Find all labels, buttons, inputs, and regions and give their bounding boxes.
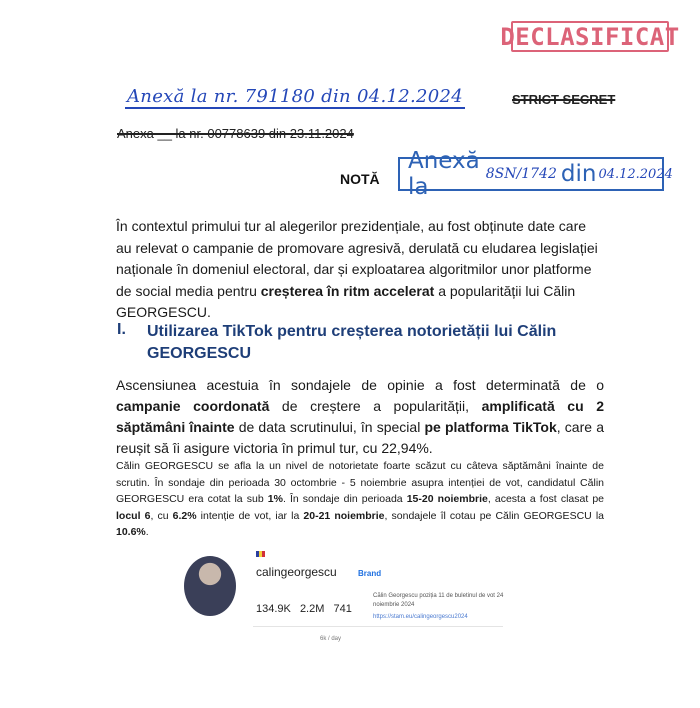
flag-stripe [262, 551, 265, 557]
page-title: NOTĂ [340, 171, 380, 187]
p2-bold: pe platforma TikTok [424, 419, 557, 435]
annex-box-din: din [560, 161, 597, 187]
p3-bold: 1% [267, 493, 283, 505]
profile-link: https://stam.eu/calingeorgescu2024 [373, 614, 468, 620]
stat-likes: 741 [333, 603, 352, 615]
p3-bold: locul 6 [116, 509, 151, 522]
p3-bold: 15-20 noiembrie [406, 493, 488, 505]
p3-text: Călin GEORGESCU se afla la un nivel de notorietate foarte scăzut cu câteva săptămâni înainte de scrutin. În sondaje din perioada 30 octombrie - 5 noiembrie asupra intenției de vot, candidatul Călin GEORGESCU era cotat la sub [116, 460, 604, 505]
p3-text: , cu [150, 509, 173, 522]
stat-followers: 2.2M [299, 603, 325, 615]
declasificat-stamp: DECLASIFICAT [500, 22, 680, 51]
profile-divider [253, 626, 503, 627]
p3-bold: 20-21 noiembrie [303, 509, 385, 522]
p2-text: Ascensiunea acestuia în sondajele de opinie a fost determinată de o [116, 377, 604, 393]
intro-text-end: a popularității lui Călin GEORGESCU. [116, 282, 576, 320]
p3-text: . În sondaje din perioada [282, 493, 407, 505]
p3-text: , sondajele îl cotau pe Călin GEORGESCU la [384, 509, 604, 522]
brand-badge: Brand [358, 569, 382, 578]
section-heading: Utilizarea TikTok pentru creșterea notorietății lui Călin GEORGESCU [147, 323, 557, 362]
p2-text: de creștere a popularității, [269, 398, 482, 414]
annex-box-label: Anexă la [408, 148, 480, 200]
p2-text: de data scrutinului, în special [234, 419, 425, 435]
avatar [184, 556, 236, 616]
intro-paragraph [116, 216, 604, 324]
stat-following: 134.9K [256, 603, 291, 615]
annex-box-number: 8SN/1742 [485, 166, 557, 182]
romania-flag-icon [256, 551, 265, 557]
old-annex-reference: Anexa __ la nr. 00778639 din 23.11.2024 [117, 126, 354, 141]
p3-bold: 6.2% [172, 509, 197, 522]
handwritten-annex-note: Anexă la nr. 791180 din 04.12.2024 [127, 86, 464, 107]
section-number: I. [117, 321, 126, 338]
p3-text: . [145, 526, 149, 538]
p3-text: , acesta a fost clasat pe [487, 493, 605, 505]
intro-text: În contextul primului tur al alegerilor prezidențiale, au fost obținute date care au relevat o campanie de promovare agresivă, derulată cu eludarea legislației naționale în domeniul electoral, dar și exploatarea algoritmilor unor platforme de social media pentru [116, 218, 598, 299]
strict-secret-label: STRICT SECRET [512, 92, 616, 107]
p2-bold: campanie coordonată [116, 398, 270, 414]
intro-bold: creșterea în ritm accelerat [260, 282, 435, 299]
p3-bold: 10.6% [116, 526, 146, 538]
ascension-paragraph [116, 375, 604, 459]
p2-text: , care a reușit să îi asigure victoria în primul tur, cu 22,94%. [116, 419, 604, 456]
p2-bold: amplificată cu 2 săptămâni înainte [116, 398, 604, 435]
annex-box-date: 04.12.2024 [598, 166, 673, 182]
polling-paragraph [116, 458, 604, 541]
profile-username: calingeorgescu [256, 565, 337, 579]
annex-box-stamp [398, 148, 673, 200]
profile-stats [256, 603, 352, 615]
p3-text: intenție de vot, iar la [196, 509, 304, 522]
profile-views: 6k / day [320, 636, 342, 642]
profile-bio: Călin Georgescu poziția 11 de buletinul de vot 24 noiembrie 2024 [373, 593, 504, 608]
